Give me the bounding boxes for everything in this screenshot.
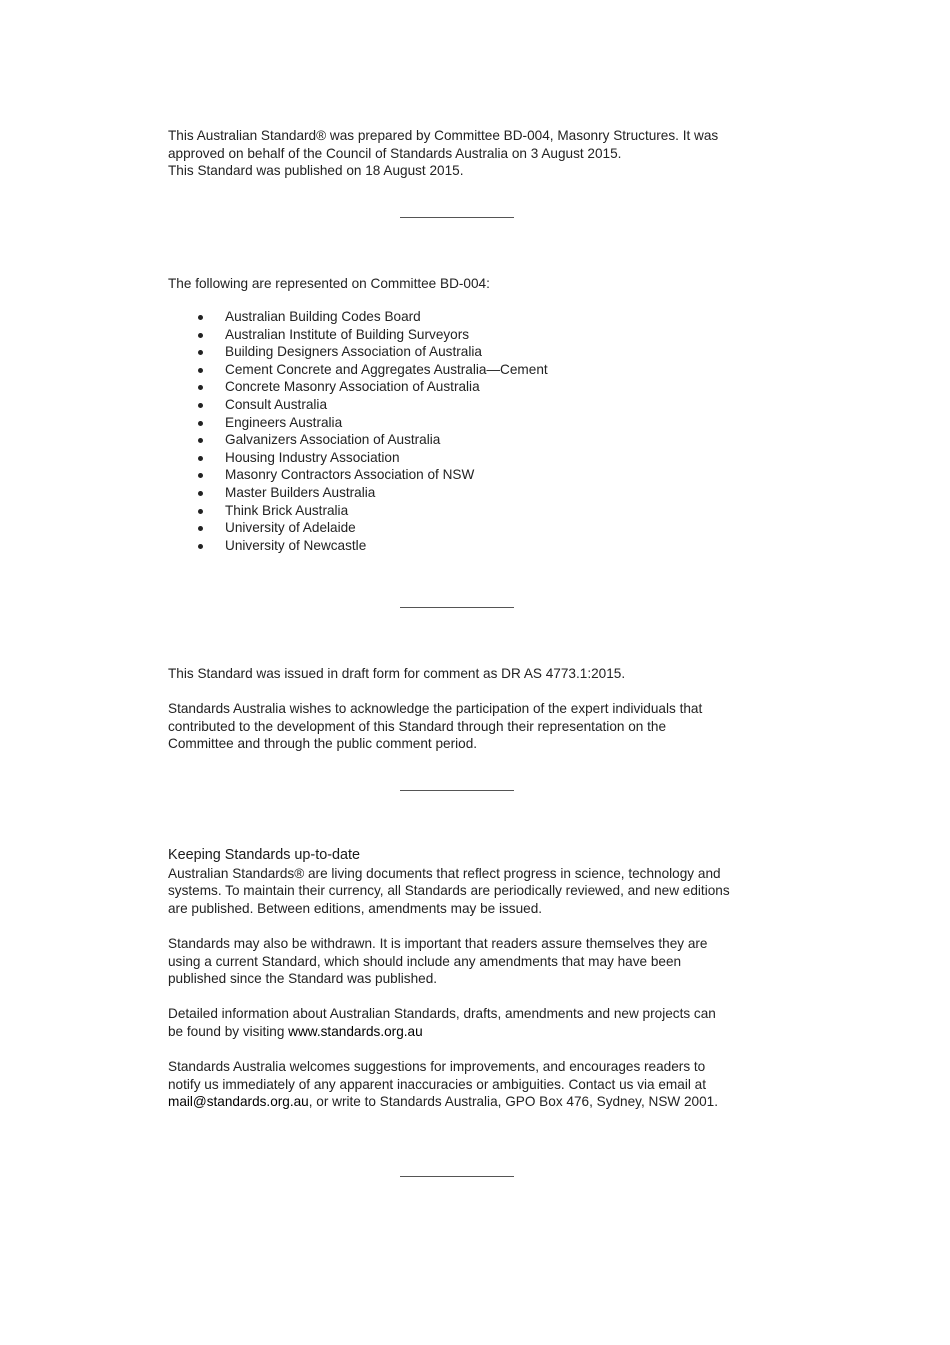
member-name: Cement Concrete and Aggregates Australia—Cement [225, 361, 548, 377]
keeping-standards-section [168, 847, 768, 1111]
acknowledgement-line-1: Standards Australia wishes to acknowledge the participation of the expert individuals that [168, 701, 703, 717]
list-item [168, 308, 548, 326]
committee-member-list [168, 308, 548, 554]
paragraph-4-line-3 [168, 1093, 768, 1111]
member-name: Masonry Contractors Association of NSW [225, 467, 475, 483]
member-name: Engineers Australia [225, 414, 343, 430]
paragraph-4-line-1: Standards Australia welcomes suggestions for improvements, and encourages readers to [168, 1059, 706, 1075]
bullet-icon [198, 315, 203, 320]
member-name: Master Builders Australia [225, 484, 376, 500]
section-divider-2 [400, 607, 514, 608]
draft-statement [168, 665, 768, 753]
preparation-line-1: This Australian Standard® was prepared by Committee BD-004, Masonry Structures. It was [168, 128, 719, 143]
list-item [168, 414, 548, 432]
member-name: Concrete Masonry Association of Australia [225, 379, 480, 395]
member-name: Australian Building Codes Board [225, 309, 421, 324]
paragraph-2-line-3: published since the Standard was published. [168, 971, 438, 987]
bullet-icon [198, 491, 203, 496]
paragraph-1-line-1: Australian Standards® are living documents that reflect progress in science, technology and [168, 865, 721, 881]
paragraph-gap [168, 683, 768, 701]
postal-address-text: , or write to Standards Australia, GPO Box 476, Sydney, NSW 2001. [308, 1094, 719, 1110]
list-item [168, 378, 548, 396]
member-name: Galvanizers Association of Australia [225, 432, 441, 448]
member-name: Housing Industry Association [225, 449, 400, 465]
committee-intro-text: The following are represented on Committee BD-004: [168, 276, 490, 291]
acknowledgement-line-2: contributed to the development of this Standard through their representation on the [168, 718, 667, 734]
standards-website-link[interactable]: www.standards.org.au [288, 1023, 423, 1039]
draft-issued-text: This Standard was issued in draft form for comment as DR AS 4773.1:2015. [168, 666, 626, 681]
list-item [168, 431, 548, 449]
paragraph-gap [168, 988, 768, 1006]
list-item [168, 502, 548, 520]
paragraph-4-line-2: notify us immediately of any apparent inaccuracies or ambiguities. Contact us via email at [168, 1076, 706, 1092]
member-name: Building Designers Association of Australia [225, 344, 482, 360]
preparation-statement [168, 127, 768, 180]
bullet-icon [198, 385, 203, 390]
list-item [168, 519, 548, 537]
paragraph-3-line-1: Detailed information about Australian Standards, drafts, amendments and new projects can [168, 1006, 716, 1022]
list-item [168, 449, 548, 467]
committee-intro [168, 275, 768, 293]
bullet-icon [198, 473, 203, 478]
bullet-icon [198, 544, 203, 549]
bullet-icon [198, 509, 203, 514]
visit-prefix-text: be found by visiting [168, 1023, 289, 1039]
member-name: Think Brick Australia [225, 502, 349, 518]
list-item [168, 361, 548, 379]
bullet-icon [198, 368, 203, 373]
bullet-icon [198, 333, 203, 338]
member-name: University of Adelaide [225, 520, 356, 536]
list-item [168, 396, 548, 414]
member-name: Consult Australia [225, 396, 328, 412]
bullet-icon [198, 526, 203, 531]
paragraph-gap [168, 917, 768, 935]
paragraph-3-line-2 [168, 1023, 768, 1041]
list-item [168, 466, 548, 484]
acknowledgement-line-3: Committee and through the public comment period. [168, 736, 478, 752]
section-divider-4 [400, 1176, 514, 1177]
member-name: University of Newcastle [225, 537, 367, 553]
publication-line: This Standard was published on 18 August 2015. [168, 163, 464, 179]
list-item [168, 537, 548, 555]
contact-email-link[interactable]: mail@standards.org.au [168, 1094, 309, 1110]
paragraph-gap [168, 1041, 768, 1059]
bullet-icon [198, 350, 203, 355]
section-divider-3 [400, 790, 514, 791]
paragraph-1-line-2: systems. To maintain their currency, all Standards are periodically reviewed, and new editions [168, 883, 730, 899]
section-divider-1 [400, 217, 514, 218]
bullet-icon [198, 403, 203, 408]
paragraph-2-line-2: using a current Standard, which should include any amendments that may have been [168, 953, 682, 969]
list-item [168, 343, 548, 361]
bullet-icon [198, 456, 203, 461]
preparation-line-2: approved on behalf of the Council of Standards Australia on 3 August 2015. [168, 145, 622, 161]
section-heading: Keeping Standards up-to-date [168, 847, 361, 863]
list-item [168, 484, 548, 502]
member-name: Australian Institute of Building Surveyors [225, 326, 470, 342]
bullet-icon [198, 421, 203, 426]
paragraph-1-line-3: are published. Between editions, amendments may be issued. [168, 900, 543, 916]
paragraph-2-line-1: Standards may also be withdrawn. It is important that readers assure themselves they are [168, 935, 708, 951]
list-item [168, 326, 548, 344]
bullet-icon [198, 438, 203, 443]
